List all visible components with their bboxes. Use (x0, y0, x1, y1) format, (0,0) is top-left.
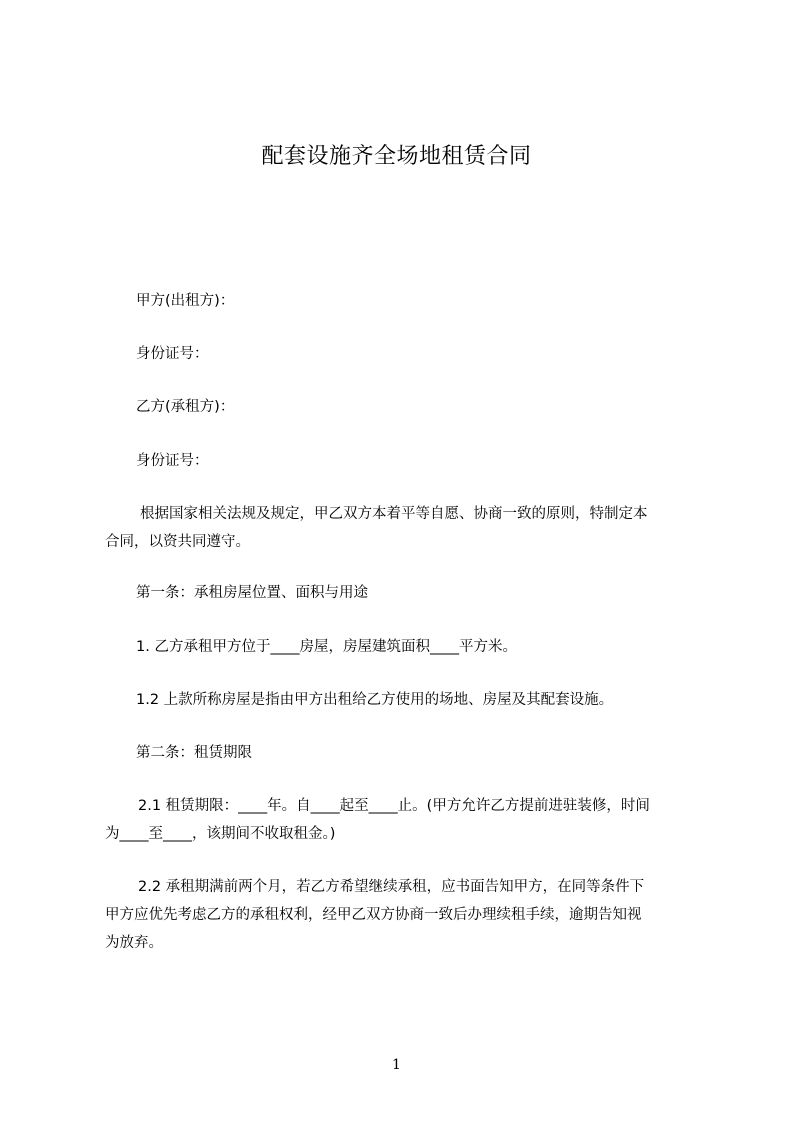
party-a-label: 甲方(出租方)： (136, 293, 235, 309)
preamble-line-1: 根据国家相关法规及规定，甲乙双方本着平等自愿、协商一致的原则，特制定本 (140, 506, 648, 522)
party-b-id-label: 身份证号： (136, 453, 209, 469)
article-1-item-2: 1.2 上款所称房屋是指由甲方出租给乙方使用的场地、房屋及其配套设施。 (136, 692, 614, 708)
article-2-item-2-line-2: 甲方应优先考虑乙方的承租权利，经甲乙双方协商一致后办理续租手续，逾期告知视 (105, 907, 642, 923)
article-2-item-2-line-3: 为放弃。 (105, 935, 163, 951)
party-b-label: 乙方(承租方)： (136, 399, 235, 415)
article-1-item-1: 1. 乙方承租甲方位于____房屋，房屋建筑面积____平方米。 (136, 639, 517, 655)
article-1-heading: 第一条：承租房屋位置、面积与用途 (136, 585, 368, 601)
article-2-item-1-line-2: 为____至____，该期间不收取租金。) (105, 826, 336, 842)
document-title: 配套设施齐全场地租赁合同 (261, 144, 532, 169)
article-2-item-2-line-1: 2.2 承租期满前两个月，若乙方希望继续承租，应书面告知甲方，在同等条件下 (138, 879, 645, 895)
party-a-id-label: 身份证号： (136, 346, 209, 362)
article-2-heading: 第二条：租赁期限 (136, 745, 252, 761)
page-number: 1 (392, 1057, 401, 1073)
preamble-line-2: 合同，以资共同遵守。 (105, 534, 250, 550)
article-2-item-1-line-1: 2.1 租赁期限：____年。自____起至____止。(甲方允许乙方提前进驻装修，时间 (138, 798, 650, 814)
